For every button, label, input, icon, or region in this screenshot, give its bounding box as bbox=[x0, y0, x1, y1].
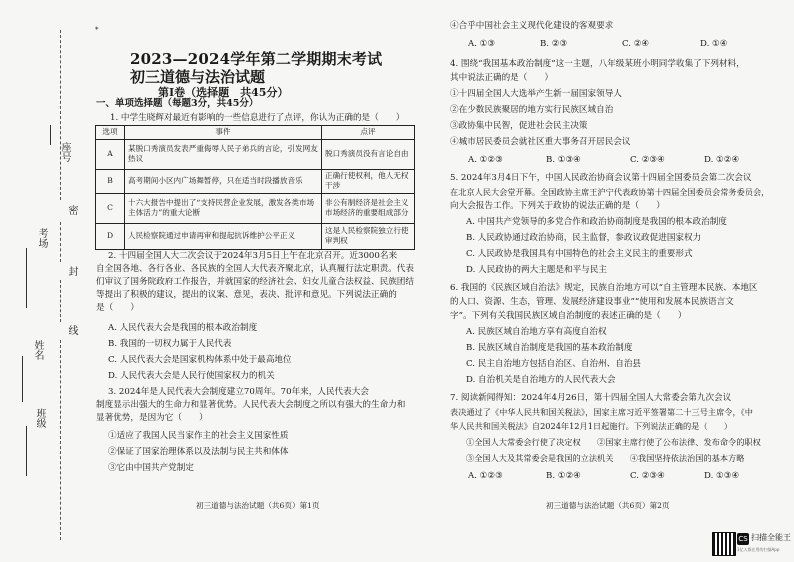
q6-option: C. 民主自治地方包括自治区、自治州、自治县 bbox=[466, 359, 642, 369]
q7-choice: C. ②③④ bbox=[630, 471, 665, 481]
q2-line: 是（ ） bbox=[96, 303, 139, 313]
seal-line bbox=[60, 30, 62, 200]
q2-line: 2. 十四届全国人大二次会议于2024年3月5日上午在北京召开。近3000名来 bbox=[108, 251, 398, 261]
q3-item: ②保证了国家治理体系以及法制与民主共和体体 bbox=[108, 447, 289, 457]
q5-option: D. 人民政协的两大主题是和平与民主 bbox=[466, 265, 607, 275]
seal-line bbox=[60, 340, 62, 540]
q4-choice: A. ①②③ bbox=[468, 155, 503, 165]
scanner-app-name: 扫描全能王 bbox=[751, 533, 791, 542]
q6-option: A. 民族区域自治地方享有高度自治权 bbox=[466, 327, 607, 337]
exam-subtitle: 初三道德与法治试题 bbox=[130, 68, 266, 86]
row-option: A bbox=[96, 139, 125, 169]
scanner-tagline: 3亿人都在用的扫描App bbox=[737, 547, 780, 552]
room-blank bbox=[26, 248, 27, 308]
q7-line: 7. 阅读新闻得知：2024年4月26日，第十四届全国人大常委会第九次会议 bbox=[450, 393, 732, 403]
q6-option: D. 自治机关是自治地方的人民代表大会 bbox=[466, 375, 616, 385]
name-blank bbox=[22, 356, 23, 402]
q2-option: D. 人民代表大会是人民行使国家权力的机关 bbox=[108, 371, 275, 381]
row-event: 人民检察院通过申请再审和提起抗诉维护公平正义 bbox=[125, 223, 322, 249]
q2-option: C. 人民代表大会是国家机构体系中处于最高地位 bbox=[108, 355, 292, 365]
seat-blank bbox=[50, 125, 51, 145]
row-comment: 脱口秀演员没有言论自由 bbox=[322, 139, 415, 169]
class-label: 班级 bbox=[34, 408, 45, 428]
q4-choice: C. ②③④ bbox=[630, 155, 665, 165]
table-row bbox=[96, 169, 415, 193]
section-heading: 一、单项选择题（每题3分，共45分） bbox=[96, 98, 259, 109]
q5-option: C. 人民政协是我国具有中国特色的社会主义民主的重要形式 bbox=[466, 249, 693, 259]
q3-item: ④合乎中国社会主义现代化建设的客观要求 bbox=[450, 21, 614, 31]
seal-line bbox=[60, 222, 62, 262]
q3-item: ①适应了我国人民当家作主的社会主义国家性质 bbox=[108, 431, 289, 441]
q6-line: 字”。下列有关我国民族区域自治制度的表述正确的是（ ） bbox=[450, 311, 687, 321]
q5-option: A. 中国共产党领导的多党合作和政治协商制度是我国的根本政治制度 bbox=[466, 217, 727, 227]
q4-item: ①十四届全国人大选举产生新一届国家领导人 bbox=[450, 89, 622, 99]
seat-label: 座号 bbox=[59, 142, 70, 162]
part-one-heading: 第Ⅰ卷（选择题 共45分） bbox=[158, 86, 289, 99]
q1-table bbox=[95, 125, 415, 250]
table-header-row bbox=[96, 126, 415, 140]
seal-feng: 封 bbox=[66, 266, 77, 276]
camscanner-logo-icon: CS bbox=[738, 535, 748, 543]
q2-line: 自全国各地、各行各业、各民族的全国人大代表齐聚北京，认真履行法定职责。代表 bbox=[96, 264, 414, 274]
q1-stem: 1. 中学生晓辉对最近有影响的一些信息进行了点评，你认为正确的是（ ） bbox=[110, 113, 405, 123]
q7-choice: D. ①③④ bbox=[704, 471, 740, 481]
class-blank bbox=[26, 426, 27, 476]
q3-item: ③它由中国共产党制定 bbox=[108, 463, 194, 473]
seal-line bbox=[60, 280, 62, 322]
corner-mark: * bbox=[95, 26, 99, 34]
name-label: 姓名 bbox=[32, 340, 43, 360]
exam-title: 2023—2024学年第二学期期末考试 bbox=[130, 50, 383, 68]
q3-line: 制度显示出强大的生命力和显著优势。人民代表大会制度之所以有强大的生命力和 bbox=[96, 400, 406, 410]
q5-line: 向大会报告工作。下列关于政协的说法正确的是（ ） bbox=[450, 201, 665, 211]
q7-line: 表决通过了《中华人民共和国关税法》，国家主席习近平签署第二十三号主席令，《中 bbox=[450, 407, 753, 417]
qr-code-icon bbox=[712, 532, 736, 556]
q4-item: ③政协集中民智，促进社会民主决策 bbox=[450, 121, 588, 131]
q5-line: 在北京人民大会堂开幕。全国政协主席王沪宁代表政协第十四届全国委员会常务委员会， bbox=[450, 187, 770, 197]
row-option: D bbox=[96, 223, 125, 249]
q3-line: 显著优势，是因为它（ ） bbox=[96, 413, 208, 423]
binding-margin bbox=[0, 0, 92, 562]
q3-choice: C. ②④ bbox=[622, 39, 650, 49]
q2-line: 等提出了积极的建议，提出的议案、意见，表决、批评和意见。下列说法正确的 bbox=[96, 290, 397, 300]
row-event: 某脱口秀演员发表严重侮辱人民子弟兵的言论，引发网友热议 bbox=[125, 139, 322, 169]
q2-line: 们审议了国务院政府工作报告，并就国家的经济社会、妇女儿童合法权益、民族团结 bbox=[96, 277, 414, 287]
table-row bbox=[96, 193, 415, 223]
q7-choice: B. ①②④ bbox=[546, 471, 581, 481]
q7-item: ①全国人大常委会行使了决定权 ②国家主席行使了公布法律、发布命令的职权 bbox=[466, 437, 761, 447]
q4-item: ②在少数民族聚居的地方实行民族区域自治 bbox=[450, 105, 614, 115]
row-option: B bbox=[96, 169, 125, 193]
q4-choice: D. ①②④ bbox=[704, 155, 740, 165]
col-header: 点评 bbox=[322, 126, 415, 140]
q5-option: B. 人民政协通过政治协商，民主监督，参政议政促进国家权力 bbox=[466, 233, 702, 243]
row-comment: 这是人民检察院独立行使审判权 bbox=[322, 223, 415, 249]
q2-option: B. 我国的一切权力属于人民代表 bbox=[108, 339, 232, 349]
q7-line: 华人民共和国关税法》自2024年12月1日起施行。下列说法正确的是（ ） bbox=[450, 421, 733, 431]
row-option: C bbox=[96, 193, 125, 223]
row-comment: 正确行使权利，他人无权干涉 bbox=[322, 169, 415, 193]
row-event: 高考期间小区内广场舞暂停，只在适当时段播放音乐 bbox=[125, 169, 322, 193]
q4-line: 其中说法正确的是（ ） bbox=[450, 73, 554, 83]
room-label: 考场 bbox=[36, 228, 47, 248]
page-footer: 初三道德与法治试题（共6页）第2页 bbox=[546, 501, 670, 510]
q6-line: 6. 我国的《民族区域自治法》规定，民族自治地方可以“自主管理本民族、本地区 bbox=[450, 283, 758, 293]
q4-item: ④城市居民委员会就社区重大事务召开居民会议 bbox=[450, 137, 631, 147]
col-header: 事件 bbox=[125, 126, 322, 140]
q4-choice: B. ①③④ bbox=[546, 155, 581, 165]
row-comment: 非公有制经济是社会主义市场经济的重要组成部分 bbox=[322, 193, 415, 223]
table-row bbox=[96, 223, 415, 249]
row-event: 十六大报告中提出了“支持民营企业发展，激发各类市场主体活力”的重大论断 bbox=[125, 193, 322, 223]
page-footer: 初三道德与法治试题（共6页）第1页 bbox=[196, 501, 320, 510]
q3-choice: B. ②③ bbox=[540, 39, 568, 49]
seal-mi: 密 bbox=[66, 205, 77, 215]
table-row bbox=[96, 139, 415, 169]
q5-line: 5. 2024年3月4日下午，中国人民政治协商会议第十四届全国委员会第二次会议 bbox=[450, 173, 752, 183]
col-header: 选项 bbox=[96, 126, 125, 140]
q6-line: 的人口、资源、生态，管理、发展经济建设事业”“使用和发展本民族语言文 bbox=[450, 297, 734, 307]
q7-choice: A. ①②③ bbox=[468, 471, 503, 481]
seal-xian: 线 bbox=[66, 325, 77, 335]
q3-line: 3. 2024年是人民代表大会制度建立70周年。70年来，人民代表大会 bbox=[108, 387, 369, 397]
q3-choice: D. ①④ bbox=[700, 39, 728, 49]
q2-option: A. 人民代表大会是我国的根本政治制度 bbox=[108, 323, 258, 333]
q3-choice: A. ①③ bbox=[468, 39, 496, 49]
q7-item: ③全国人大及其常委会是我国的立法机关 ④我国坚持依法治国的基本方略 bbox=[466, 453, 745, 463]
q6-option: B. 民族区域自治制度是我国的基本政治制度 bbox=[466, 343, 633, 353]
q4-line: 4. 围绕“我国基本政治制度”这一主题，八年级某班小明同学收集了下列材料， bbox=[450, 59, 745, 69]
